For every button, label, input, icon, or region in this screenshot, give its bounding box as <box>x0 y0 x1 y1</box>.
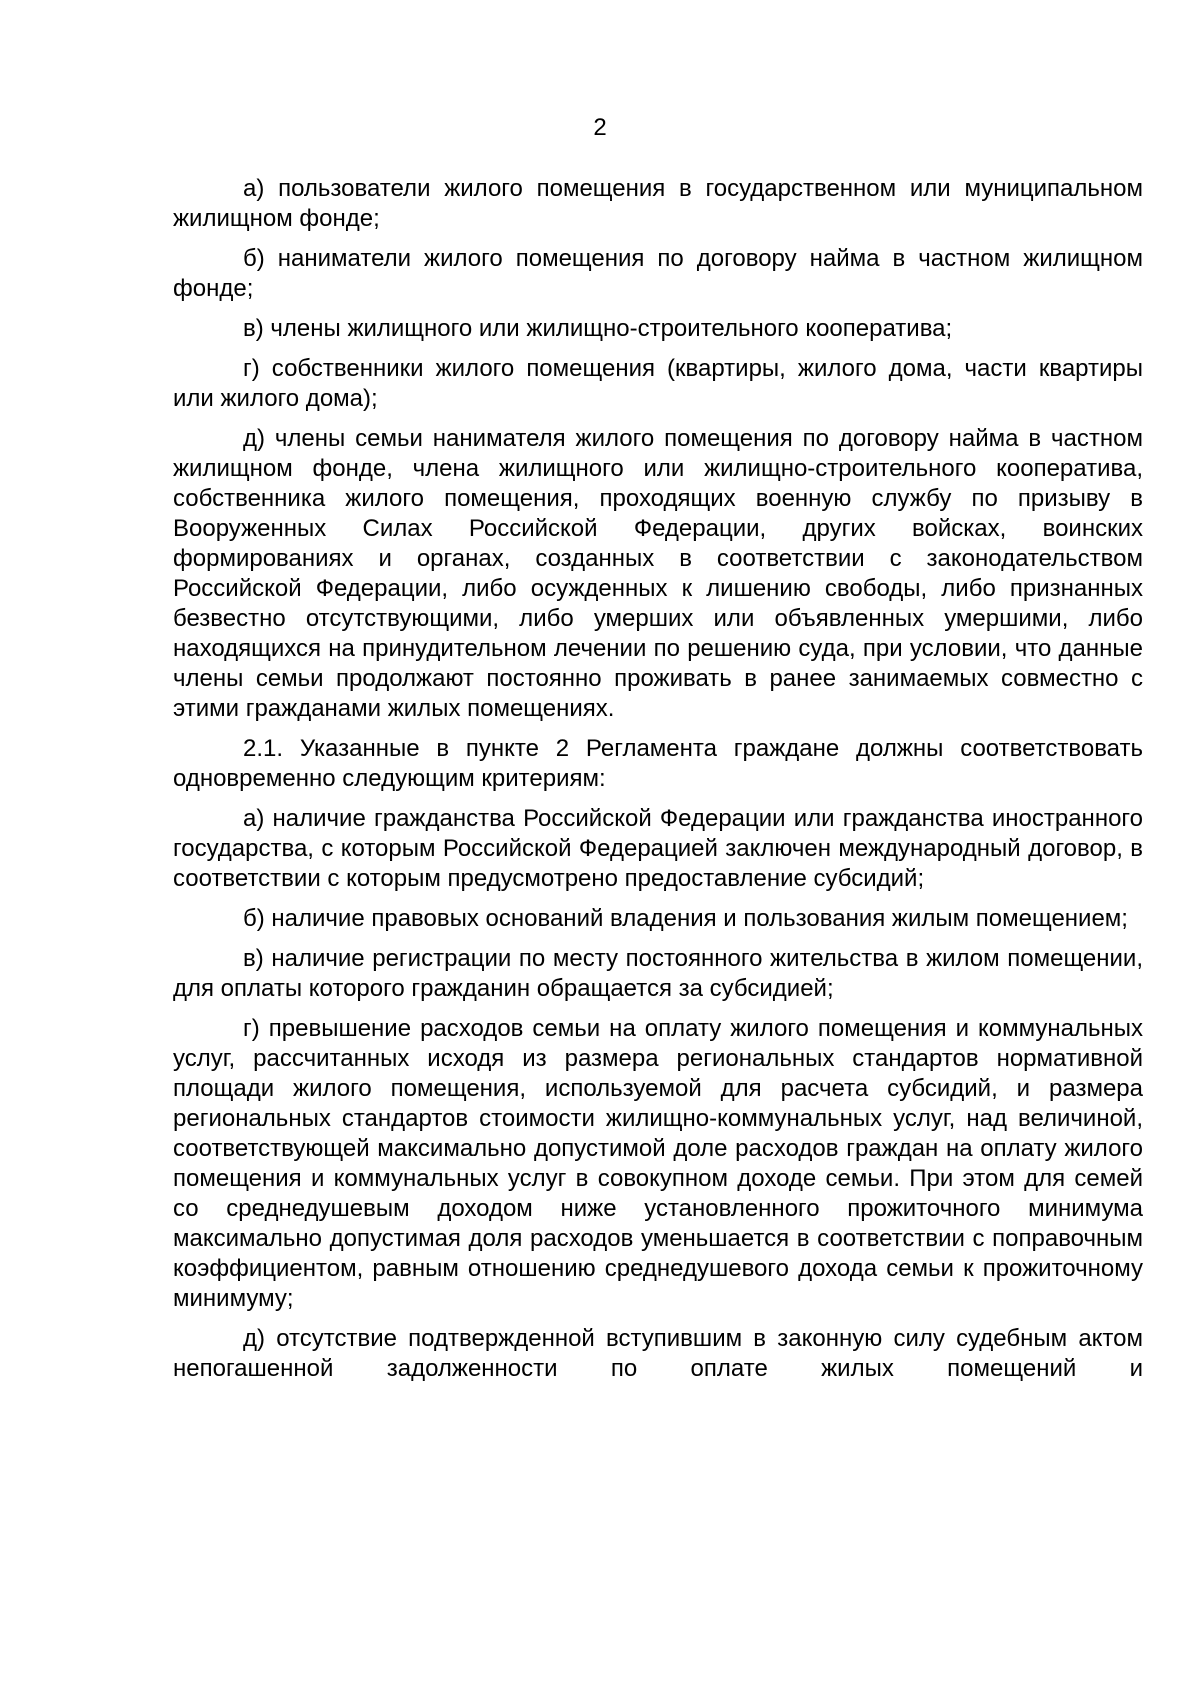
paragraph-2-1-criteria: 2.1. Указанные в пункте 2 Регламента граждане должны соответствовать одновременно следующим критериям: <box>173 735 1143 792</box>
page-number: 2 <box>593 114 607 141</box>
paragraph-b-legal-grounds: б) наличие правовых оснований владения и пользования жилым помещением; <box>243 905 1128 932</box>
paragraph-v-coop-members: в) члены жилищного или жилищно-строительного кооператива; <box>243 315 953 342</box>
paragraph-g-owners: г) собственники жилого помещения (квартиры, жилого дома, части квартиры или жилого дома); <box>173 355 1143 412</box>
paragraph-a-citizenship: а) наличие гражданства Российской Федерации или гражданства иностранного государства, с которым Российской Федерацией заключен международный договор, в соответствии с которым предусмотрено предоставление субсидий; <box>173 805 1143 892</box>
paragraph-d-no-debt: д) отсутствие подтвержденной вступившим в законную силу судебным актом непогашенной задолженности по оплате жилых помещений и <box>173 1325 1143 1382</box>
paragraph-b-tenants: б) наниматели жилого помещения по договору найма в частном жилищном фонде; <box>173 245 1143 302</box>
paragraph-d-family-members: д) члены семьи нанимателя жилого помещения по договору найма в частном жилищном фонде, члена жилищного или жилищно-строительного кооператива, собственника жилого помещения, проходящих военную службу по призыву в Вооруженных Силах Российской Федерации, других войсках, воинских формированиях и органах, созданных в соответствии с законодательством Российской Федерации, либо осужденных к лишению свободы, либо признанных безвестно отсутствующими, либо умерших или объявленных умершими, либо находящихся на принудительном лечении по решению суда, при условии, что данные члены семьи продолжают постоянно проживать в ранее занимаемых совместно с этими гражданами жилых помещениях. <box>173 425 1143 722</box>
paragraph-a-users: а) пользователи жилого помещения в государственном или муниципальном жилищном фонде; <box>173 175 1143 232</box>
paragraph-g-expense-excess: г) превышение расходов семьи на оплату жилого помещения и коммунальных услуг, рассчитанных исходя из размера региональных стандартов нормативной площади жилого помещения, используемой для расчета субсидий, и размера региональных стандартов стоимости жилищно-коммунальных услуг, над величиной, соответствующей максимально допустимой доле расходов граждан на оплату жилого помещения и коммунальных услуг в совокупном доходе семьи. При этом для семей со среднедушевым доходом ниже установленного прожиточного минимума максимально допустимая доля расходов уменьшается в соответствии с поправочным коэффициентом, равным отношению среднедушевого дохода семьи к прожиточному минимуму; <box>173 1015 1143 1312</box>
paragraph-v-registration: в) наличие регистрации по месту постоянного жительства в жилом помещении, для оплаты которого гражданин обращается за субсидией; <box>173 945 1143 1002</box>
document-body <box>173 174 1143 1394</box>
